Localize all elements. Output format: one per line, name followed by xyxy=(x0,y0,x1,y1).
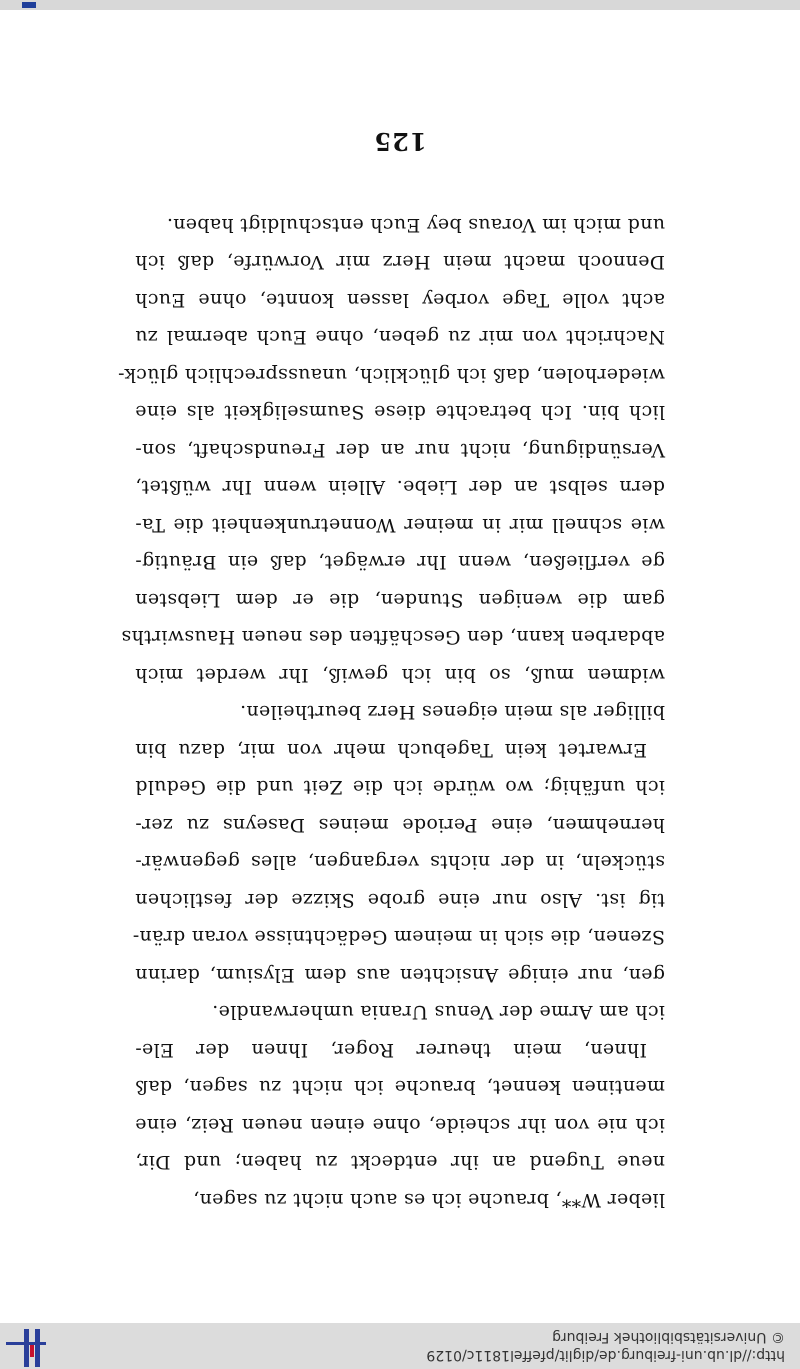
text-line: acht volle Tage vorbey lassen konnte, ohne Euch xyxy=(135,289,665,311)
text-line: ich am Arme der Venus Urania umherwandle. xyxy=(211,1001,665,1023)
text-line: billiger als mein eigenes Herz beurtheilen. xyxy=(239,701,665,723)
text-line: wie schnell mir in meiner Wonnetrunkenheit die Ta- xyxy=(135,514,665,536)
footer-bar xyxy=(0,1323,800,1369)
text-line: ge verfließen, wenn Ihr erwäget, daß ein Bräutig- xyxy=(135,551,665,573)
text-line: wiederholen, daß ich glücklich, unaussprechlich glück- xyxy=(117,364,665,386)
text-line: Nachricht von mir zu geben, ohne Euch abermal zu xyxy=(135,326,665,348)
source-url[interactable]: http://dl.ub.uni-freiburg.de/diglit/pfeffel1811c/0129 xyxy=(426,1347,785,1363)
text-line: gam die wenigen Stunden, die er dem Liebsten xyxy=(135,589,665,611)
text-line: tig ist. Also nur eine grobe Skizze der festlichen xyxy=(135,889,665,911)
text-line: ich unfähig; wo würde ich die Zeit und die Geduld xyxy=(135,776,665,798)
text-line: stückeln, in der nichts vergangen, alles gegenwär- xyxy=(135,851,665,873)
text-line: abdarben kann, den Geschäften des neuen Hauswirths xyxy=(121,626,665,648)
text-line: Ihnen, mein theurer Roger, Ihnen der Ele- xyxy=(135,1039,647,1061)
text-line: gen, nur einige Ansichten aus dem Elysium, darinn xyxy=(135,964,665,986)
text-line: ich nie von ihr scheide, ohne einen neuen Reiz, eine xyxy=(135,1114,665,1136)
text-line: Szenen, die sich in meinem Gedächtnisse voran drän- xyxy=(132,926,665,948)
header-logo-icon xyxy=(22,2,36,8)
text-line: mentinen kennet, brauche ich nicht zu sagen, daß xyxy=(135,1076,665,1098)
text-line: hernehmen, eine Periode meines Daseyns zu zer- xyxy=(135,814,665,836)
text-line: widmen muß, so bin ich gewiß, Ihr werdet mich xyxy=(135,664,665,686)
text-line: und mich im Voraus bey Euch entschuldigt haben. xyxy=(166,214,665,236)
text-line: lieber W**, brauche ich es auch nicht zu sagen, xyxy=(192,1189,665,1211)
text-line: Versündigung, nicht nur an der Freundschaft, son- xyxy=(135,439,665,461)
text-line: neue Tugend an ihr entdeckt zu haben; und Dir, xyxy=(135,1151,665,1173)
text-line: Erwartet kein Tagebuch mehr von mir, dazu bin xyxy=(135,739,647,761)
text-line: lich bin. Ich betrachte diese Saumseligkeit als eine xyxy=(135,401,665,423)
copyright-notice: © Universitätsbibliothek Freiburg xyxy=(552,1329,785,1345)
university-logo-icon xyxy=(6,1329,46,1367)
text-line: dern selbst an der Liebe. Allein wenn Ihr wüßtet, xyxy=(135,476,665,498)
page-number: 125 xyxy=(373,127,427,156)
book-page xyxy=(0,10,800,1323)
header-strip xyxy=(0,0,800,10)
text-line: Dennoch macht mein Herz mir Vorwürfe, daß ich xyxy=(135,251,665,273)
